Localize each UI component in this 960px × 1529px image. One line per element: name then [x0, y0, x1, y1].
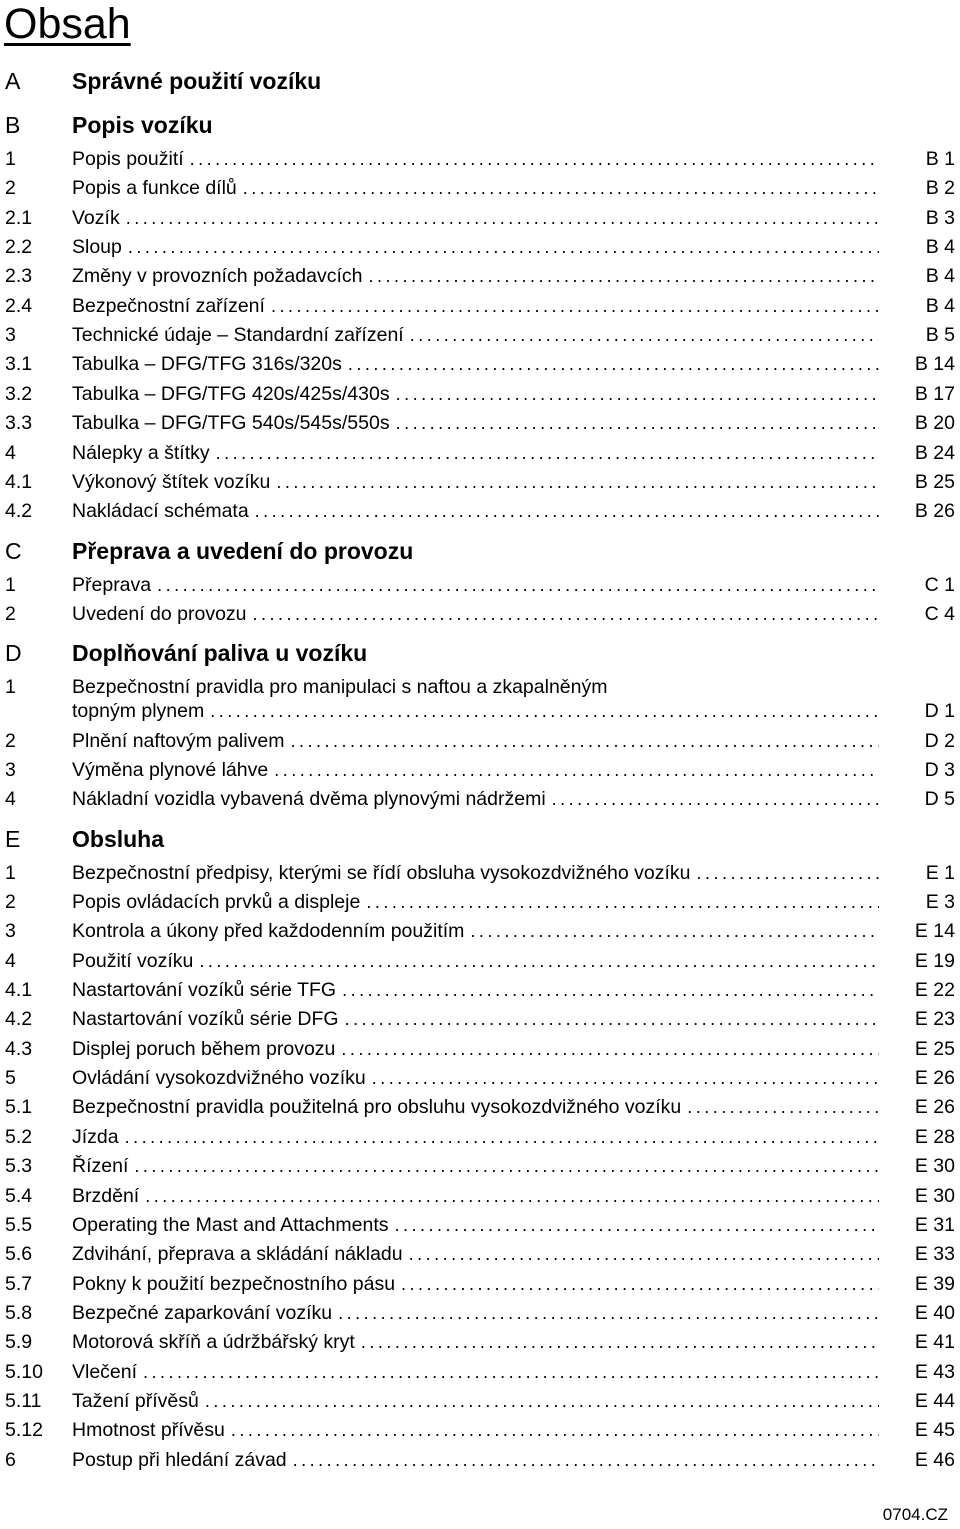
dot-leader	[205, 1388, 879, 1414]
page-title: Obsah	[4, 0, 131, 48]
entry-title-line	[72, 698, 879, 724]
entry-number: 4.1	[5, 979, 33, 1002]
entry-title-line	[72, 889, 879, 915]
entry-page-number: E 23	[914, 1008, 955, 1031]
entry-title-line	[72, 1065, 879, 1091]
entry-page-number: D 3	[924, 758, 955, 781]
entry-title: Ovládání vysokozdvižného vozíku	[72, 1067, 366, 1090]
entry-page-number: B 4	[925, 236, 955, 259]
section-letter: E	[5, 825, 21, 852]
entry-page-number: D 1	[924, 700, 955, 723]
entry-page-number: B 4	[925, 265, 955, 288]
dot-leader	[276, 469, 879, 495]
entry-page-number: E 31	[914, 1213, 955, 1236]
entry-title: Operating the Mast and Attachments	[72, 1213, 389, 1236]
entry-title: Hmotnost přívěsu	[72, 1419, 225, 1442]
dot-leader	[368, 263, 879, 289]
section-title: Doplňování paliva u vozíku	[72, 640, 368, 667]
footer-doc-code: 0704.CZ	[882, 1505, 948, 1524]
entry-number: 5.9	[5, 1331, 33, 1354]
dot-leader	[345, 1006, 879, 1032]
entry-page-number: E 45	[914, 1419, 955, 1442]
entry-number: 1	[5, 573, 16, 596]
entry-title-line	[72, 860, 879, 886]
dot-leader	[253, 601, 879, 627]
dot-leader	[410, 322, 879, 348]
entry-number: 2.3	[5, 265, 33, 288]
entry-title-line	[72, 1153, 879, 1179]
entry-number: 5.8	[5, 1301, 33, 1324]
entry-title: Bezpečnostní zařízení	[72, 294, 265, 317]
entry-title-line	[72, 572, 879, 598]
entry-title: Nákladní vozidla vybavená dvěma plynovými nádržemi	[72, 788, 546, 811]
entry-title: Vlečení	[72, 1360, 138, 1383]
entry-page-number: E 19	[914, 949, 955, 972]
entry-title: Nastartování vozíků série TFG	[72, 979, 337, 1002]
entry-title-line	[72, 1417, 879, 1443]
section-title: Přeprava a uvedení do provozu	[72, 537, 414, 564]
entry-title: Bezpečné zaparkování vozíku	[72, 1301, 333, 1324]
entry-title: Jízda	[72, 1125, 119, 1148]
entry-title-line	[72, 977, 879, 1003]
entry-title: Sloup	[72, 236, 122, 259]
entry-page-number: D 2	[924, 729, 955, 752]
entry-number: 4.2	[5, 500, 33, 523]
entry-number: 2.2	[5, 236, 33, 259]
entry-title: Přeprava	[72, 573, 152, 596]
dot-leader	[372, 1065, 879, 1091]
entry-page-number: E 22	[914, 979, 955, 1002]
entry-title-line	[72, 146, 879, 172]
entry-title-line	[72, 293, 879, 319]
entry-title: Nakládací schémata	[72, 500, 249, 523]
dot-leader	[210, 698, 879, 724]
section-letter: D	[5, 640, 22, 667]
entry-title-line	[72, 1241, 879, 1267]
entry-title: Tažení přívěsů	[72, 1389, 199, 1412]
dot-leader	[338, 1300, 879, 1326]
entry-title: Tabulka – DFG/TFG 540s/545s/550s	[72, 412, 390, 435]
entry-title: Řízení	[72, 1155, 129, 1178]
entry-title-line	[72, 757, 879, 783]
entry-page-number: C 4	[924, 602, 955, 625]
entry-number: 2	[5, 891, 16, 913]
entry-page-number: E 30	[914, 1184, 955, 1207]
entry-page-number: B 25	[914, 470, 955, 493]
dot-leader	[396, 381, 879, 407]
entry-page-number: E 33	[914, 1243, 955, 1266]
dot-leader	[290, 728, 879, 754]
entry-page-number: E 14	[914, 920, 955, 943]
entry-number: 5.6	[5, 1243, 33, 1266]
dot-leader	[366, 889, 879, 915]
entry-title: Zdvihání, přeprava a skládání nákladu	[72, 1243, 403, 1266]
entry-title: Popis ovládacích prvků a displeje	[72, 891, 361, 913]
entry-number: 5.7	[5, 1272, 33, 1295]
entry-title: Výkonový štítek vozíku	[72, 470, 271, 493]
entry-number: 1	[5, 861, 16, 884]
entry-title-line	[72, 205, 879, 231]
entry-title-line	[72, 498, 879, 524]
entry-page-number: E 39	[914, 1272, 955, 1295]
entry-number: 4.1	[5, 470, 33, 493]
entry-page-number: E 30	[914, 1155, 955, 1178]
entry-number: 2	[5, 602, 16, 625]
dot-leader	[243, 175, 879, 201]
entry-number: 6	[5, 1448, 16, 1471]
entry-title-line	[72, 1359, 879, 1385]
entry-page-number: E 40	[914, 1301, 955, 1324]
entry-title-line	[72, 1124, 879, 1150]
entry-number: 5.5	[5, 1213, 33, 1236]
dot-leader	[255, 498, 879, 524]
entry-page-number: B 3	[925, 206, 955, 229]
dot-leader	[145, 1183, 879, 1209]
entry-title-line	[72, 1006, 879, 1032]
entry-page-number: E 25	[914, 1037, 955, 1060]
section-title: Obsluha	[72, 825, 165, 852]
entry-title: topným plynem	[72, 700, 205, 723]
entry-title-line	[72, 1212, 879, 1238]
entry-title: Pokny k použití bezpečnostního pásu	[72, 1272, 396, 1295]
entry-title-first-line: Bezpečnostní pravidla pro manipulaci s naftou a zkapalněným	[72, 676, 608, 699]
entry-title-line	[72, 1329, 879, 1355]
entry-title-line	[72, 728, 879, 754]
entry-title: Nálepky a štítky	[72, 441, 210, 464]
entry-title: Motorová skříň a údržbářský kryt	[72, 1331, 355, 1354]
entry-page-number: B 2	[925, 177, 955, 200]
dot-leader	[293, 1447, 879, 1473]
entry-title: Použití vozíku	[72, 949, 194, 972]
entry-number: 3	[5, 758, 16, 781]
entry-title: Tabulka – DFG/TFG 420s/425s/430s	[72, 382, 390, 405]
entry-title-line	[72, 351, 879, 377]
entry-title-line	[72, 469, 879, 495]
entry-title: Popis a funkce dílů	[72, 177, 237, 200]
entry-title-line	[72, 1094, 879, 1120]
dot-leader	[552, 786, 879, 812]
entry-page-number: E 44	[914, 1389, 955, 1412]
entry-title-line	[72, 1300, 879, 1326]
section-letter: A	[5, 68, 21, 94]
dot-leader	[199, 948, 879, 974]
entry-title-line	[72, 1036, 879, 1062]
entry-page-number: D 5	[924, 788, 955, 811]
entry-number: 1	[5, 148, 16, 170]
dot-leader	[348, 351, 879, 377]
entry-title: Technické údaje – Standardní zařízení	[72, 324, 404, 347]
entry-title: Displej poruch během provozu	[72, 1037, 336, 1060]
entry-page-number: E 46	[914, 1448, 955, 1471]
entry-number: 5.11	[5, 1389, 42, 1412]
entry-number: 3.1	[5, 353, 33, 376]
entry-title-line	[72, 263, 879, 289]
entry-number: 3.3	[5, 412, 33, 435]
entry-title: Změny v provozních požadavcích	[72, 265, 363, 288]
dot-leader	[134, 1153, 879, 1179]
dot-leader	[125, 1124, 879, 1150]
entry-number: 1	[5, 676, 16, 699]
dot-leader	[401, 1271, 879, 1297]
entry-number: 5.12	[5, 1419, 43, 1442]
dot-leader	[361, 1329, 879, 1355]
entry-page-number: B 26	[914, 500, 955, 523]
entry-title: Postup při hledání závad	[72, 1448, 287, 1471]
entry-title-line	[72, 410, 879, 436]
entry-title-line	[72, 1388, 879, 1414]
entry-page-number: B 14	[914, 353, 955, 376]
dot-leader	[687, 1094, 879, 1120]
entry-page-number: B 24	[914, 441, 955, 464]
section-letter: C	[5, 537, 22, 564]
dot-leader	[409, 1241, 879, 1267]
entry-title-line	[72, 601, 879, 627]
entry-page-number: E 3	[925, 891, 955, 913]
entry-page-number: C 1	[924, 573, 955, 596]
entry-number: 2	[5, 729, 16, 752]
entry-title: Brzdění	[72, 1184, 140, 1207]
entry-number: 5.10	[5, 1360, 43, 1383]
entry-title-line	[72, 322, 879, 348]
section-title: Správné použití vozíku	[72, 68, 322, 94]
entry-title: Tabulka – DFG/TFG 316s/320s	[72, 353, 342, 376]
entry-title-line	[72, 381, 879, 407]
entry-number: 4	[5, 441, 16, 464]
entry-page-number: B 17	[914, 382, 955, 405]
entry-title-line	[72, 440, 879, 466]
entry-title-line	[72, 948, 879, 974]
dot-leader	[128, 234, 879, 260]
entry-title-line	[72, 234, 879, 260]
dot-leader	[395, 1212, 879, 1238]
dot-leader	[470, 918, 879, 944]
entry-number: 5.4	[5, 1184, 33, 1207]
entry-number: 4.2	[5, 1008, 33, 1031]
dot-leader	[126, 205, 879, 231]
section-title: Popis vozíku	[72, 112, 213, 138]
entry-page-number: E 1	[925, 861, 955, 884]
dot-leader	[216, 440, 879, 466]
entry-page-number: E 26	[914, 1067, 955, 1090]
entry-title: Uvedení do provozu	[72, 602, 247, 625]
entry-page-number: B 4	[925, 294, 955, 317]
entry-title: Nastartování vozíků série DFG	[72, 1008, 339, 1031]
entry-page-number: B 5	[925, 324, 955, 347]
entry-number: 3.2	[5, 382, 33, 405]
entry-page-number: E 26	[914, 1096, 955, 1119]
entry-title: Bezpečnostní pravidla použitelná pro obsluhu vysokozdvižného vozíku	[72, 1096, 682, 1119]
entry-page-number: B 1	[925, 148, 955, 170]
dot-leader	[274, 757, 879, 783]
dot-leader	[271, 293, 879, 319]
entry-page-number: B 20	[914, 412, 955, 435]
entry-title: Bezpečnostní předpisy, kterými se řídí obsluha vysokozdvižného vozíku	[72, 861, 691, 884]
entry-number: 5.2	[5, 1125, 33, 1148]
dot-leader	[231, 1417, 879, 1443]
dot-leader	[157, 572, 879, 598]
entry-title-line	[72, 786, 879, 812]
dot-leader	[190, 146, 879, 172]
entry-title-line	[72, 1447, 879, 1473]
entry-number: 2.1	[5, 206, 33, 229]
dot-leader	[396, 410, 879, 436]
entry-title-line	[72, 918, 879, 944]
entry-number: 5.1	[5, 1096, 33, 1119]
entry-title-line	[72, 175, 879, 201]
dot-leader	[143, 1359, 879, 1385]
entry-page-number: E 41	[914, 1331, 955, 1354]
entry-title: Vozík	[72, 206, 120, 229]
entry-page-number: E 28	[914, 1125, 955, 1148]
entry-title: Kontrola a úkony před každodenním použitím	[72, 920, 465, 943]
entry-number: 5	[5, 1067, 16, 1090]
entry-title: Popis použití	[72, 148, 184, 170]
entry-number: 2	[5, 177, 16, 200]
dot-leader	[342, 977, 879, 1003]
entry-number: 4	[5, 788, 16, 811]
entry-number: 4	[5, 949, 16, 972]
dot-leader	[697, 860, 879, 886]
section-letter: B	[5, 112, 21, 138]
entry-number: 5.3	[5, 1155, 33, 1178]
dot-leader	[341, 1036, 879, 1062]
entry-page-number: E 43	[914, 1360, 955, 1383]
entry-title: Výměna plynové láhve	[72, 758, 269, 781]
entry-number: 3	[5, 324, 16, 347]
entry-title: Plnění naftovým palivem	[72, 729, 285, 752]
entry-number: 3	[5, 920, 16, 943]
entry-number: 4.3	[5, 1037, 33, 1060]
entry-number: 2.4	[5, 294, 33, 317]
entry-title-line	[72, 1271, 879, 1297]
entry-title-line	[72, 1183, 879, 1209]
